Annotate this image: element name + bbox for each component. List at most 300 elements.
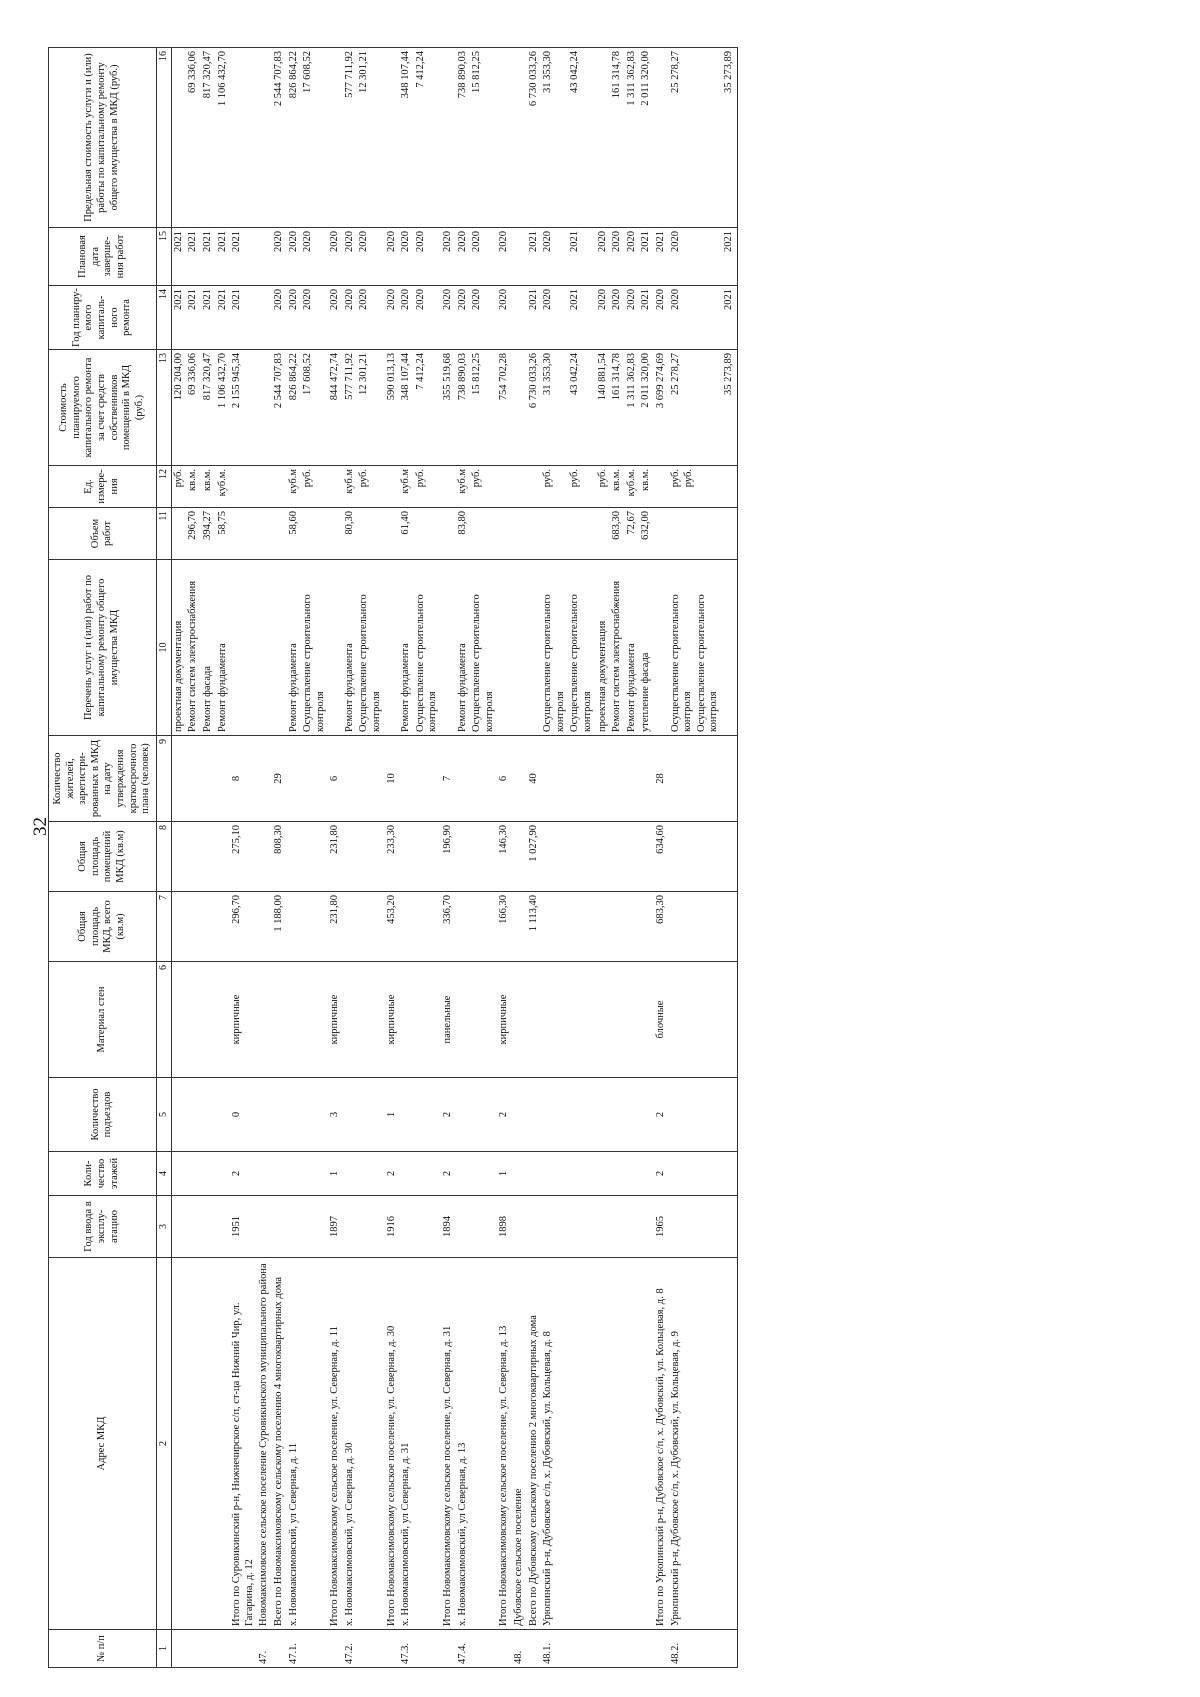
completion-date-cell: 2021 [639,228,654,286]
entrances-cell [414,1078,441,1152]
table-row [625,48,640,1668]
premises-area-cell [456,822,471,892]
limit-cost-cell [414,48,441,228]
completion-date-cell: 2021 [230,228,257,286]
address-cell: х. Новомаксимовский, ул Северная, д. 13 [456,1258,471,1630]
work-volume-cell-line: 683,30 [611,511,623,540]
year-built-cell [357,1196,384,1258]
premises-area-cell: 275,10 [230,822,257,892]
total-area-cell [470,892,497,962]
table-row [568,48,595,1668]
planned-year-cell: 2020 [497,286,512,350]
header-cell: Объем работ [49,508,157,560]
year-built-cell [610,1196,625,1258]
entrances-cell [287,1078,302,1152]
unit-cell [399,466,414,508]
work-volume-cell [216,508,231,560]
column-number: 8 [156,822,171,892]
premises-area-cell [639,822,654,892]
unit-cell [216,466,231,508]
planned-year-cell: 2021 [527,286,542,350]
address-cell: Дубовское сельское поселение [512,1258,527,1630]
wall-material-cell [669,962,722,1078]
entrances-cell: 2 [497,1078,512,1152]
limit-cost-cell [186,48,201,228]
planned-year-cell: 2020 [414,286,441,350]
floors-cell [186,1152,201,1196]
planned-year-cell: 2020 [654,286,669,350]
row-number [441,1630,456,1668]
completion-date-cell: 2020 [301,228,328,286]
unit-cell [257,466,272,508]
work-volume-cell-line: 394,27 [201,511,213,540]
floors-cell [625,1152,640,1196]
table-row [654,48,669,1668]
residents-cell [414,736,441,822]
wall-material-cell: кирпичные [230,962,257,1078]
repair-cost-cell: 577 711,92 [343,350,358,466]
work-item-cell-line: Осуществление строительного контроля [542,594,566,732]
unit-cell [596,466,611,508]
row-number [722,1630,737,1668]
limit-cost-cell-line: 826 864,22 [287,51,299,99]
work-item-cell [441,560,456,736]
column-number-row [156,48,171,1668]
year-built-cell: 1894 [441,1196,456,1258]
year-built-cell [201,1196,216,1258]
premises-area-cell: 196,90 [441,822,456,892]
repair-cost-cell: 355 519,68 [441,350,456,466]
completion-date-cell: 2020 [357,228,384,286]
unit-cell [385,466,400,508]
total-area-cell: 683,30 [654,892,669,962]
table-row [639,48,654,1668]
work-volume-cell-line: 296,70 [187,511,199,540]
planned-year-cell: 2021 [201,286,216,350]
year-built-cell [669,1196,722,1258]
floors-cell [287,1152,302,1196]
address-cell [568,1258,595,1630]
wall-material-cell: панельные [441,962,456,1078]
residents-cell [343,736,358,822]
residents-cell [171,736,186,822]
header-cell: Коли-чество этажей [49,1152,157,1196]
work-volume-cell [470,508,497,560]
floors-cell: 1 [328,1152,343,1196]
premises-area-cell [541,822,568,892]
total-area-cell [722,892,737,962]
unit-cell-line: кв.м. [201,469,213,491]
address-cell [216,1258,231,1630]
floors-cell [257,1152,272,1196]
repair-cost-cell [512,350,527,466]
table-row [301,48,328,1668]
residents-cell [257,736,272,822]
column-number: 15 [156,228,171,286]
floors-cell: 2 [385,1152,400,1196]
limit-cost-cell [343,48,358,228]
limit-cost-cell [301,48,328,228]
work-volume-cell [497,508,512,560]
premises-area-cell: 146,30 [497,822,512,892]
address-cell [639,1258,654,1630]
completion-date-cell: 2020 [497,228,512,286]
header-cell: Перечень услуг и (или) работ по капитальному ремонту общего имущества МКД [49,560,157,736]
premises-area-cell [596,822,611,892]
floors-cell: 1 [497,1152,512,1196]
column-number: 2 [156,1258,171,1630]
work-volume-cell [441,508,456,560]
repair-cost-cell: 754 702,28 [497,350,512,466]
unit-cell-line: куб.м [456,469,468,494]
wall-material-cell [216,962,231,1078]
work-volume-cell-line: 72,67 [625,511,637,535]
unit-cell [722,466,737,508]
wall-material-cell [301,962,328,1078]
floors-cell: 2 [230,1152,257,1196]
repair-cost-cell: 2 011 320,00 [639,350,654,466]
repair-cost-cell: 2 544 707,83 [272,350,287,466]
work-item-cell-line: Ремонт фундамента [343,643,355,732]
unit-cell [568,466,595,508]
address-cell: Всего по Новомаксимовскому сельскому поселению 4 многоквартирных дома [272,1258,287,1630]
entrances-cell [201,1078,216,1152]
table-row [287,48,302,1668]
residents-cell [541,736,568,822]
header-cell: Адрес МКД [49,1258,157,1630]
table-row [230,48,257,1668]
floors-cell [201,1152,216,1196]
premises-area-cell [287,822,302,892]
completion-date-cell [257,228,272,286]
repair-cost-cell: 120 204,00 [171,350,186,466]
limit-cost-cell [257,48,272,228]
work-item-cell [357,560,384,736]
row-number: 48.2. [669,1630,722,1668]
wall-material-cell [357,962,384,1078]
unit-cell [343,466,358,508]
work-item-cell [512,560,527,736]
total-area-cell [541,892,568,962]
unit-cell-line: куб.м [400,469,412,494]
work-volume-cell-line: 58,60 [287,511,299,535]
wall-material-cell: кирпичные [385,962,400,1078]
entrances-cell: 0 [230,1078,257,1152]
total-area-cell [357,892,384,962]
column-number: 1 [156,1630,171,1668]
work-volume-cell [654,508,669,560]
column-number: 4 [156,1152,171,1196]
work-volume-cell [399,508,414,560]
table-row [527,48,542,1668]
limit-cost-cell [399,48,414,228]
unit-cell [527,466,542,508]
year-built-cell [512,1196,527,1258]
planned-year-cell [512,286,527,350]
planned-year-cell: 2020 [610,286,625,350]
unit-cell [414,466,441,508]
wall-material-cell [470,962,497,1078]
entrances-cell [456,1078,471,1152]
residents-cell [399,736,414,822]
unit-cell-line: руб. [683,469,695,488]
unit-cell [272,466,287,508]
table-row [171,48,186,1668]
entrances-cell [568,1078,595,1152]
entrances-cell: 1 [385,1078,400,1152]
completion-date-cell: 2020 [541,228,568,286]
table-row [385,48,400,1668]
address-cell [171,1258,186,1630]
total-area-cell [669,892,722,962]
repair-cost-cell: 826 864,22 [287,350,302,466]
unit-cell [654,466,669,508]
unit-cell [625,466,640,508]
work-volume-cell [512,508,527,560]
work-item-cell [541,560,568,736]
floors-cell: 2 [654,1152,669,1196]
completion-date-cell: 2020 [625,228,640,286]
table-row [216,48,231,1668]
repair-cost-cell: 43 042,24 [568,350,595,466]
unit-cell [301,466,328,508]
limit-cost-cell-line: 348 107,44 [400,51,412,99]
row-number [272,1630,287,1668]
limit-cost-cell [287,48,302,228]
unit-cell-line: руб. [542,469,554,488]
premises-area-cell [357,822,384,892]
limit-cost-cell [527,48,542,228]
limit-cost-cell [201,48,216,228]
work-volume-cell [625,508,640,560]
work-item-cell [186,560,201,736]
completion-date-cell: 2021 [722,228,737,286]
limit-cost-cell-line: 7 412,24 [414,51,426,88]
address-cell [414,1258,441,1630]
year-built-cell: 1951 [230,1196,257,1258]
completion-date-cell: 2020 [343,228,358,286]
entrances-cell [257,1078,272,1152]
table-row [456,48,471,1668]
planned-year-cell: 2020 [596,286,611,350]
limit-cost-cell-line: 25 278,27 [669,51,681,93]
planned-year-cell: 2021 [568,286,595,350]
column-number: 9 [156,736,171,822]
unit-cell [186,466,201,508]
column-number: 13 [156,350,171,466]
address-cell [186,1258,201,1630]
year-built-cell [301,1196,328,1258]
entrances-cell: 2 [654,1078,669,1152]
repair-cost-cell: 817 320,47 [201,350,216,466]
work-volume-cell [669,508,722,560]
table-row [414,48,441,1668]
premises-area-cell [512,822,527,892]
wall-material-cell [639,962,654,1078]
limit-cost-cell-line: 69 336,06 [187,51,199,93]
table-row [610,48,625,1668]
year-built-cell [216,1196,231,1258]
work-volume-cell-line: 80,30 [343,511,355,535]
limit-cost-cell-line: 43 042,24 [569,51,581,93]
work-item-cell [216,560,231,736]
unit-cell [328,466,343,508]
floors-cell [216,1152,231,1196]
work-item-cell-line: Ремонт систем электроснабжения [187,580,199,732]
total-area-cell [216,892,231,962]
limit-cost-cell [441,48,456,228]
work-item-cell-line: проектная документация [596,620,608,732]
floors-cell: 2 [441,1152,456,1196]
wall-material-cell [625,962,640,1078]
total-area-cell [343,892,358,962]
work-volume-cell [610,508,625,560]
unit-cell-line: руб. [414,469,426,488]
entrances-cell: 3 [328,1078,343,1152]
work-volume-cell [328,508,343,560]
planned-year-cell: 2020 [328,286,343,350]
address-cell [201,1258,216,1630]
work-volume-cell [257,508,272,560]
premises-area-cell [171,822,186,892]
total-area-cell: 1 188,00 [272,892,287,962]
unit-cell [541,466,568,508]
completion-date-cell: 2021 [201,228,216,286]
work-volume-cell [186,508,201,560]
completion-date-cell: 2020 [328,228,343,286]
header-cell: Количество подъездов [49,1078,157,1152]
wall-material-cell [287,962,302,1078]
premises-area-cell: 231,80 [328,822,343,892]
header-cell: Количество жителей, зарегистри-рованных в МКД на дату утверждения краткосрочного плана (человек) [49,736,157,822]
work-item-cell-line: Осуществление строительного контроля [569,594,593,732]
address-cell [610,1258,625,1630]
row-number [328,1630,343,1668]
total-area-cell [201,892,216,962]
premises-area-cell [625,822,640,892]
repair-cost-cell: 7 412,24 [414,350,441,466]
work-item-cell [272,560,287,736]
work-volume-cell [639,508,654,560]
work-item-cell-line: Ремонт фундамента [456,643,468,732]
rotated-table-sheet [48,48,1170,1668]
completion-date-cell: 2021 [654,228,669,286]
limit-cost-cell [596,48,611,228]
total-area-cell: 453,20 [385,892,400,962]
unit-cell [610,466,625,508]
limit-cost-cell [272,48,287,228]
work-item-cell [230,560,257,736]
address-cell [596,1258,611,1630]
planned-year-cell: 2021 [171,286,186,350]
row-number [568,1630,595,1668]
completion-date-cell: 2020 [669,228,722,286]
address-cell: Всего по Дубовскому сельскому поселению 2 многоквартирных дома [527,1258,542,1630]
unit-cell-line: руб. [669,469,681,488]
row-number [527,1630,542,1668]
residents-cell [186,736,201,822]
completion-date-cell [512,228,527,286]
planned-year-cell: 2021 [722,286,737,350]
residents-cell: 6 [328,736,343,822]
limit-cost-cell [385,48,400,228]
limit-cost-cell-line: 2 011 320,00 [640,51,652,106]
work-volume-cell [722,508,737,560]
entrances-cell [343,1078,358,1152]
repair-cost-cell: 69 336,06 [186,350,201,466]
completion-date-cell: 2021 [216,228,231,286]
year-built-cell [625,1196,640,1258]
page-number: 32 [30,817,51,836]
year-built-cell [257,1196,272,1258]
header-cell: Материал стен [49,962,157,1078]
planned-year-cell: 2020 [287,286,302,350]
limit-cost-cell [470,48,497,228]
limit-cost-cell-line: 817 320,47 [201,51,213,99]
work-item-cell [470,560,497,736]
wall-material-cell [527,962,542,1078]
work-item-cell [625,560,640,736]
table-row [257,48,272,1668]
work-item-cell [287,560,302,736]
header-cell: Предельная стоимость услуги и (или) работы по капитальному ремонту общего имущества в МКД (руб.) [49,48,157,228]
residents-cell: 6 [497,736,512,822]
limit-cost-cell-line: 161 314,78 [611,51,623,99]
repair-cost-cell: 844 472,74 [328,350,343,466]
table-row [541,48,568,1668]
row-number [357,1630,384,1668]
wall-material-cell [512,962,527,1078]
work-item-cell [328,560,343,736]
repair-cost-cell: 35 273,89 [722,350,737,466]
completion-date-cell: 2020 [456,228,471,286]
floors-cell [470,1152,497,1196]
column-number: 14 [156,286,171,350]
residents-cell [456,736,471,822]
year-built-cell: 1965 [654,1196,669,1258]
table-header-row [49,48,157,1668]
total-area-cell: 336,70 [441,892,456,962]
completion-date-cell: 2021 [527,228,542,286]
wall-material-cell [596,962,611,1078]
planned-year-cell: 2021 [230,286,257,350]
limit-cost-cell-line: 2 544 707,83 [272,51,284,107]
repair-cost-cell: 25 278,27 [669,350,722,466]
column-number: 12 [156,466,171,508]
address-cell: Урюпинский р-н, Дубовское с/п, х. Дубовский, ул. Кольцевая, д. 9 [669,1258,722,1630]
work-item-cell [257,560,272,736]
residents-cell [568,736,595,822]
completion-date-cell: 2020 [272,228,287,286]
work-item-cell-line: Ремонт фасада [201,665,213,732]
year-built-cell [414,1196,441,1258]
entrances-cell [527,1078,542,1152]
planned-year-cell: 2020 [301,286,328,350]
floors-cell [399,1152,414,1196]
premises-area-cell [343,822,358,892]
planned-year-cell: 2020 [456,286,471,350]
work-volume-cell [171,508,186,560]
year-built-cell [456,1196,471,1258]
row-number [596,1630,611,1668]
unit-cell-line: кв.м. [611,469,623,491]
repair-cost-cell: 31 353,30 [541,350,568,466]
limit-cost-cell [610,48,625,228]
residents-cell: 28 [654,736,669,822]
total-area-cell: 231,80 [328,892,343,962]
limit-cost-cell-line: 31 353,30 [542,51,554,93]
unit-cell-line: куб.м. [216,469,228,497]
